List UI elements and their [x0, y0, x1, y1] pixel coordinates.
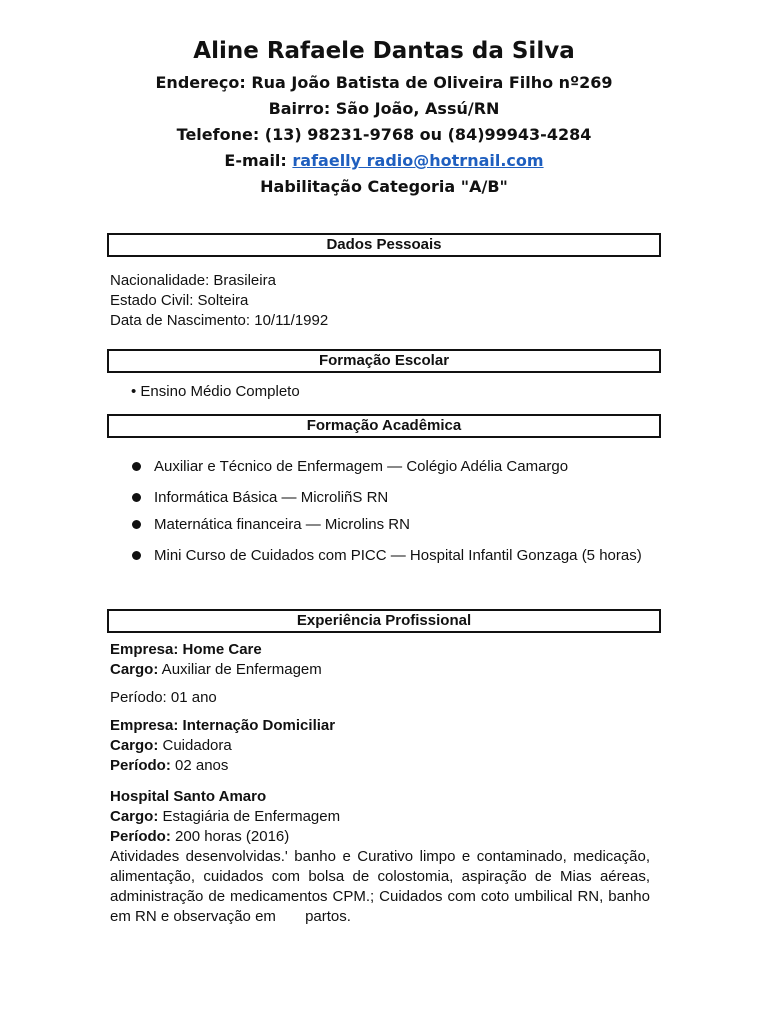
- address-line: Endereço: Rua João Batista de Oliveira Filho nº269: [155, 73, 613, 92]
- bullet-icon: [132, 520, 141, 529]
- nationality: Nacionalidade: Brasileira: [110, 272, 276, 289]
- bullet-icon: [132, 462, 141, 471]
- job-role: Auxiliar de Enfermagem: [158, 661, 322, 678]
- email-link[interactable]: rafaelly radio@hotrnail.com: [292, 151, 544, 170]
- bullet-icon: [132, 493, 141, 502]
- phone-line: Telefone: (13) 98231-9768 ou (84)99943-4284: [176, 125, 592, 144]
- school-item: • Ensino Médio Completo: [131, 383, 300, 400]
- job-period: Período: 01 ano: [110, 689, 217, 706]
- bullet-icon: [132, 551, 141, 560]
- job-role: Estagiária de Enfermagem: [158, 808, 341, 825]
- job-company: Hospital Santo Amaro: [110, 788, 267, 805]
- job-period-label: Período:: [110, 828, 171, 845]
- job-activities: Atividades desenvolvidas.' banho e Curativo limpo e contaminado, medicação, alimentação, cuidados com bolsa de colostomia, aspiração de Mias aéreas, administração de medicamentos CPM.; Cuidados com coto umbilical RN, banho em RN e observação em partos.: [110, 848, 655, 925]
- email-line: [0, 148, 768, 174]
- job-period: 02 anos: [170, 757, 229, 774]
- section-academic: Formação Acadêmica: [107, 414, 661, 438]
- job-role-label: Cargo:: [110, 808, 159, 825]
- section-experience: Experiência Profissional: [107, 609, 661, 633]
- job-period-label: Período:: [110, 757, 171, 774]
- list-item: Auxiliar e Técnico de Enfermagem — Colégio Adélia Camargo: [132, 457, 674, 477]
- job-company: Empresa: Internação Domiciliar: [110, 717, 336, 734]
- job-role: Cuidadora: [158, 737, 232, 754]
- list-item: Maternática financeira — Microlins RN: [132, 515, 674, 535]
- job-company: Empresa: Home Care: [110, 641, 262, 658]
- job-period: 200 horas (2016): [170, 828, 290, 845]
- district-line: Bairro: São João, Assú/RN: [268, 99, 500, 118]
- civil-status: Estado Civil: Solteira: [110, 292, 249, 309]
- candidate-name: Aline Rafaele Dantas da Silva: [193, 38, 575, 64]
- job-role-label: Cargo:: [110, 737, 159, 754]
- email-label: E-mail:: [224, 151, 293, 170]
- license-line: Habilitação Categoria "A/B": [260, 177, 508, 196]
- list-item: Informática Básica — MicroliñS RN: [132, 488, 674, 508]
- job-hospital: [110, 787, 655, 927]
- section-personal: Dados Pessoais: [107, 233, 661, 257]
- section-school: Formação Escolar: [107, 349, 661, 373]
- birth-date: Data de Nascimento: 10/11/1992: [110, 312, 329, 329]
- personal-info: [110, 271, 650, 331]
- job-home-care: [110, 640, 650, 708]
- list-item: Mini Curso de Cuidados com PICC — Hospital Infantil Gonzaga (5 horas): [132, 546, 674, 566]
- resume-header: [0, 34, 768, 200]
- job-role-label: Cargo:: [110, 661, 159, 678]
- job-home-internment: [110, 716, 650, 776]
